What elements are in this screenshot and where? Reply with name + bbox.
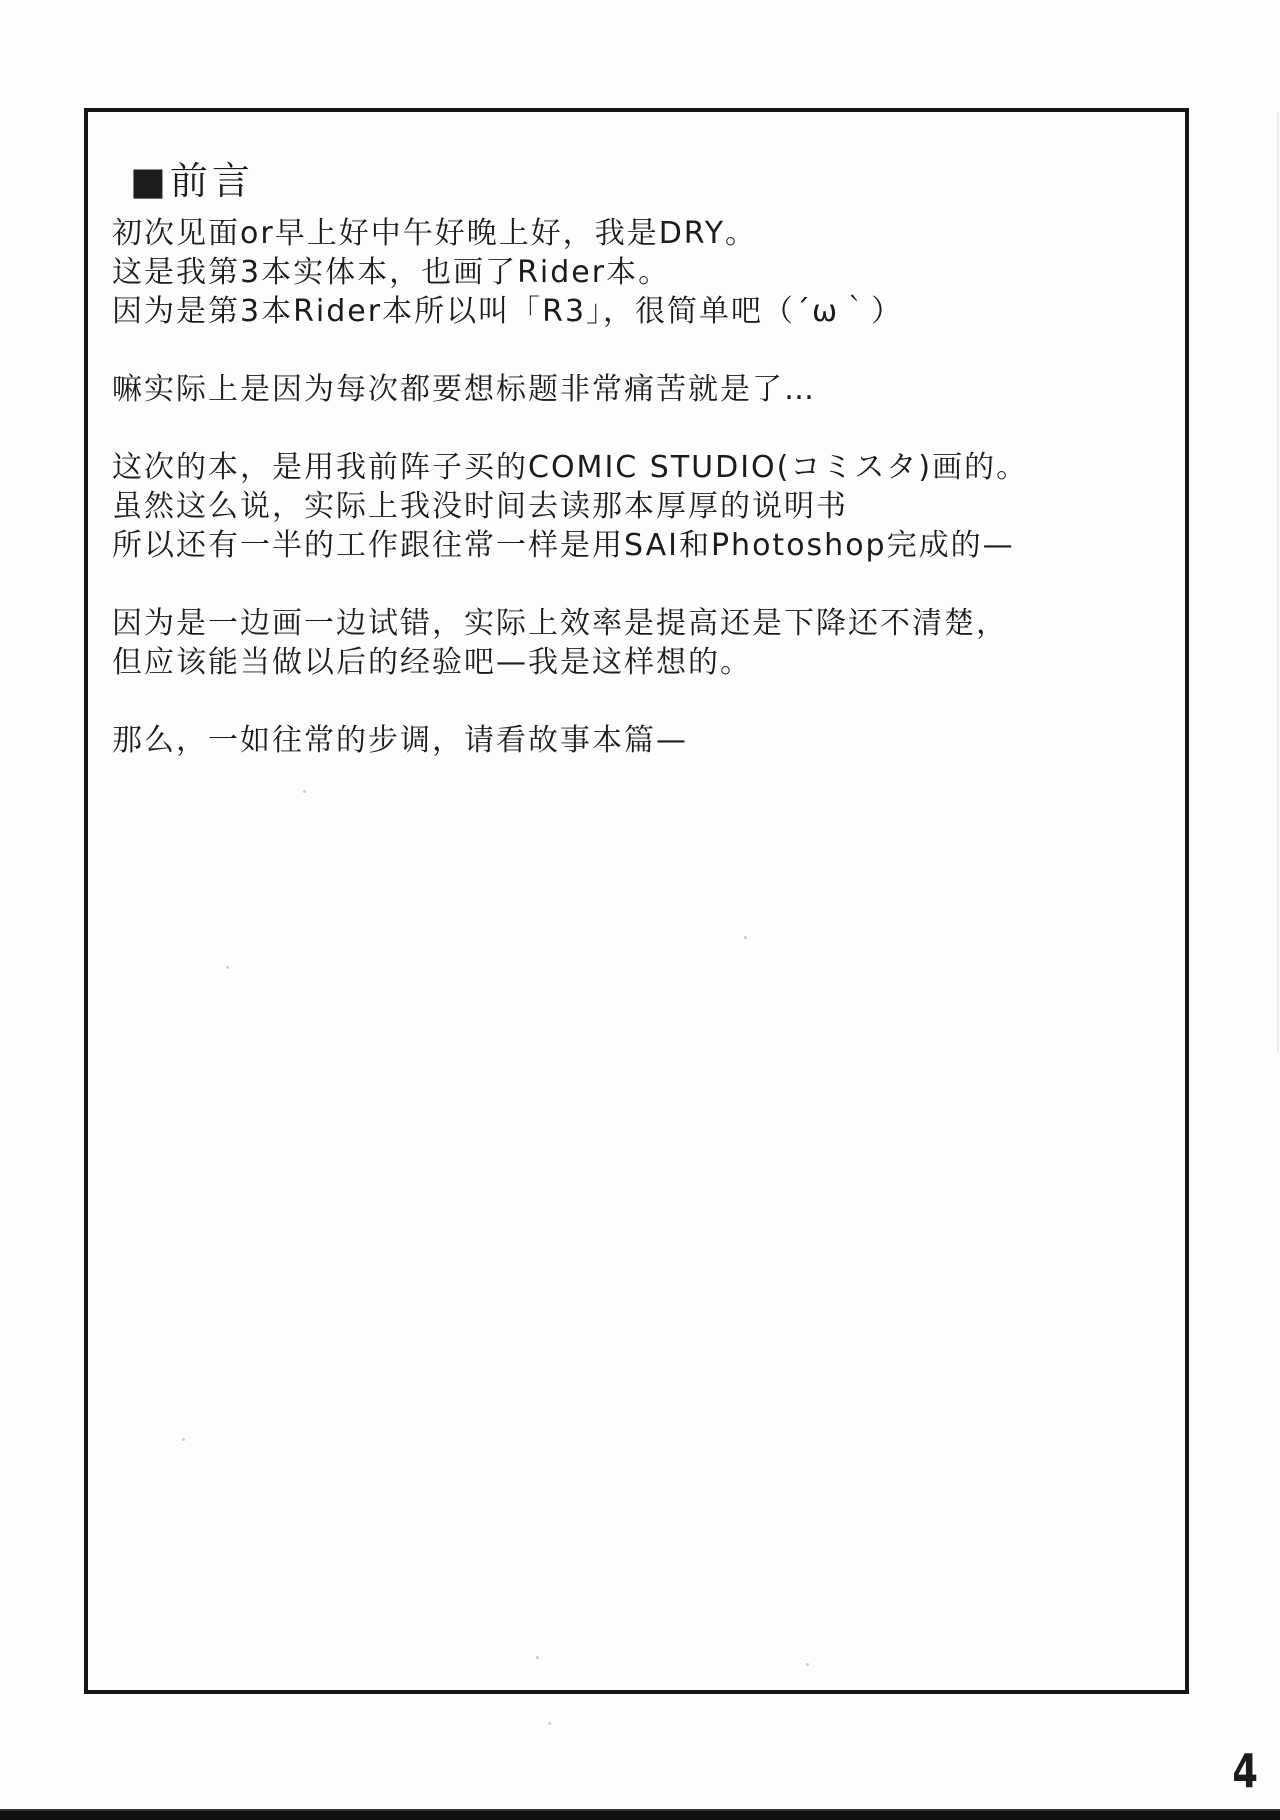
scan-edge-bottom: [0, 1809, 1280, 1820]
preface-title: ■前言: [130, 159, 254, 203]
scan-speckle: [548, 1722, 551, 1725]
text-line: 所以还有一半的工作跟往常一样是用SAI和Photoshop完成的—: [112, 528, 1015, 563]
text-line: 这次的本，是用我前阵子买的COMIC STUDIO(コミスタ)画的。: [112, 450, 1029, 485]
text-line: 那么，一如往常的步调，请看故事本篇—: [112, 723, 688, 758]
paragraph-greeting: [112, 214, 1175, 331]
scan-speckle: [303, 790, 306, 793]
paragraph-trial-error: [112, 604, 1175, 682]
scan-speckle: [226, 966, 229, 969]
content-frame: [84, 108, 1189, 1694]
text-line: 但应该能当做以后的经验吧—我是这样想的。: [112, 645, 752, 680]
page-number: 4: [1232, 1744, 1258, 1798]
paragraph-tools: [112, 448, 1175, 565]
text-line: 因为是一边画一边试错，实际上效率是提高还是下降还不清楚，: [112, 606, 1008, 641]
scan-speckle: [182, 1438, 185, 1441]
text-line: 因为是第3本Rider本所以叫「R3」，很简单吧（´ω｀）: [112, 294, 904, 329]
preface-body: [112, 214, 1175, 799]
text-line: 这是我第3本实体本，也画了Rider本。: [112, 255, 671, 290]
scan-speckle: [744, 936, 747, 939]
text-line: 虽然这么说，实际上我没时间去读那本厚厚的说明书: [112, 489, 848, 524]
scan-edge-right: [1277, 112, 1279, 1052]
paragraph-title-pain: [112, 370, 1175, 409]
scan-speckle: [806, 1663, 809, 1666]
text-line: 初次见面or早上好中午好晚上好，我是DRY。: [112, 216, 758, 251]
scan-speckle: [536, 1656, 539, 1659]
paragraph-closing: [112, 721, 1175, 760]
text-line: 嘛实际上是因为每次都要想标题非常痛苦就是了…: [112, 372, 816, 407]
